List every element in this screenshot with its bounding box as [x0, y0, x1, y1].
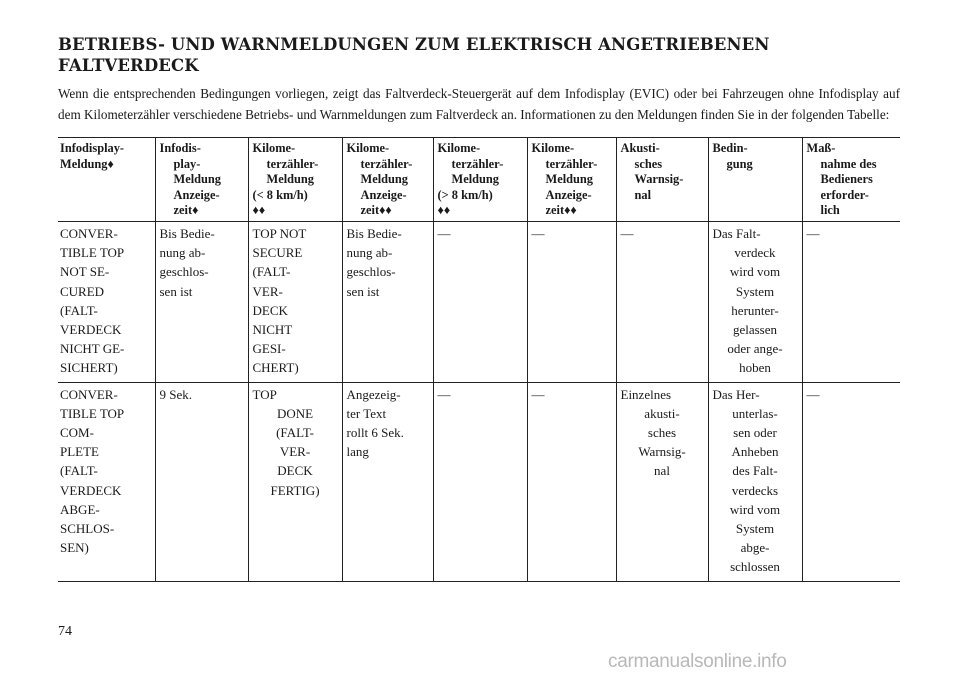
table-header-line: Meldung [173, 172, 222, 187]
table-cell-line: Anheben [731, 444, 779, 460]
table-cell-line: 9 Sek. [159, 386, 192, 402]
table-header-line: Kilome- [437, 141, 481, 155]
table-header-line: Infodisplay- [60, 141, 125, 155]
table-cell-line: nung ab- [346, 245, 393, 261]
table-cell-line: sen oder [733, 425, 777, 440]
table-header-line: gung [726, 156, 753, 171]
table-cell-line: System [735, 521, 775, 537]
table-cell-line: GESI- [252, 341, 286, 357]
table-cell-line: VERDECK [60, 321, 122, 337]
table-cell-line: geschlos- [159, 264, 209, 280]
table-cell-line: NICHT GE- [60, 341, 125, 357]
table-cell [708, 382, 802, 581]
table-cell-line: DECK [252, 302, 288, 318]
table-header-cell [248, 138, 342, 222]
table-cell-line: CHERT) [252, 360, 299, 376]
table-cell [802, 221, 900, 382]
table-cell-line: verdeck [734, 245, 776, 261]
table-header-cell [155, 138, 248, 222]
table-cell-line: COM- [60, 425, 94, 440]
table-cell-line: Warnsig- [638, 444, 686, 460]
table-cell-line: CONVER- [60, 386, 118, 402]
table-cell [342, 221, 433, 382]
table-header-line: terzähler- [451, 156, 504, 171]
table-header-line: terzähler- [360, 156, 413, 171]
table-header-line: Meldung [360, 172, 409, 187]
table-header-cell [616, 138, 708, 222]
table-cell-line: — [437, 386, 451, 402]
table-cell-line: FERTIG) [270, 482, 320, 498]
table-header-line: play- [173, 156, 201, 171]
table-header-line: zeit♦♦ [545, 203, 577, 218]
table-cell-line: ABGE- [60, 501, 100, 517]
table-header-line: Kilome- [531, 141, 575, 155]
page-number: 74 [58, 624, 72, 639]
table-cell-line: lang [346, 444, 369, 460]
section-title-line-2: FALTVERDECK [58, 56, 199, 75]
table-header-line: nal [634, 187, 652, 202]
table-cell [802, 382, 900, 581]
table-header-cell [802, 138, 900, 222]
table-header-line: Meldung [545, 172, 594, 187]
table-cell [433, 221, 527, 382]
table-cell-line: — [620, 225, 634, 241]
table-header-line: Anzeige- [173, 187, 220, 202]
table-cell-line: — [806, 386, 820, 402]
table-header-line: erforder- [820, 187, 869, 202]
message-table [58, 137, 900, 582]
table-header-line: Anzeige- [545, 187, 592, 202]
table-cell [616, 221, 708, 382]
table-header-line: Kilome- [252, 141, 296, 155]
table-cell-line: nal [654, 463, 670, 479]
table-cell-line: Angezeig- [346, 386, 401, 402]
table-header-line: Meldung♦ [60, 156, 114, 171]
table-cell-line: VER- [279, 444, 311, 460]
table-header-line: Maß- [806, 141, 836, 155]
table-header-line: Bedieners [820, 172, 873, 187]
table-header-line: ♦♦ [437, 203, 451, 218]
table-cell-line: sen ist [159, 283, 193, 299]
table-cell-line: — [531, 225, 545, 241]
table-cell-line: CURED [60, 283, 105, 299]
table-cell-line: akusti- [644, 405, 680, 421]
table-cell-line: TOP NOT [252, 225, 307, 241]
table-cell-line: SICHERT) [60, 360, 118, 376]
table-cell-line: — [531, 386, 545, 402]
table-header-line: terzähler- [545, 156, 598, 171]
table-cell [58, 382, 155, 581]
table-header-line: Anzeige- [360, 187, 407, 202]
table-cell-line: oder ange- [727, 341, 783, 357]
table-header-row [58, 138, 900, 222]
table-cell-line: Bis Bedie- [159, 225, 215, 241]
table-cell-line: Bis Bedie- [346, 225, 402, 241]
table-cell-line: NICHT [252, 321, 293, 337]
table-header-cell [708, 138, 802, 222]
table-cell-line: TIBLE TOP [60, 245, 125, 261]
table-header-line: nahme des [820, 156, 877, 171]
table-header-line: lich [820, 203, 840, 218]
table-header-line: (< 8 km/h) [252, 187, 308, 202]
table-header-cell [58, 138, 155, 222]
table-cell-line: (FALT- [60, 463, 98, 479]
table-cell-line: (FALT- [252, 264, 291, 280]
table-cell-line: — [806, 225, 820, 241]
table-cell [248, 382, 342, 581]
table-cell-line: wird vom [729, 501, 781, 517]
table-body [58, 221, 900, 581]
table-cell-line: VER- [252, 283, 283, 299]
table-header-line: Infodis- [159, 141, 201, 155]
table-cell-line: des Falt- [732, 463, 778, 479]
table-header-line: (> 8 km/h) [437, 187, 493, 202]
table-header-line: Bedin- [712, 141, 748, 155]
table-header-line: Meldung [451, 172, 500, 187]
table-cell-line: CONVER- [60, 225, 118, 241]
section-title [58, 34, 900, 76]
table-cell-line: wird vom [729, 264, 781, 280]
table-header-line: sches [634, 156, 663, 171]
table-cell-line: ter Text [346, 405, 387, 421]
table-header-line: zeit♦ [173, 203, 199, 218]
table-header-line: ♦♦ [252, 203, 266, 218]
table-header-line: Akusti- [620, 141, 660, 155]
table-header-line: zeit♦♦ [360, 203, 392, 218]
table-header-cell [527, 138, 616, 222]
table-cell-line: nung ab- [159, 245, 206, 261]
table-header-line: terzähler- [266, 156, 319, 171]
table-cell [342, 382, 433, 581]
intro-paragraph: Wenn die entsprechenden Bedingungen vorliegen, zeigt das Faltverdeck-Steuergerät auf dem Infodisplay (EVIC) oder bei Fahrzeugen ohne Infodisplay auf dem Kilometerzähler verschiedene Betriebs- und Warnmeldungen zum Faltverdeck an. Informationen zu den Meldungen finden Sie in der folgenden Tabelle: [58, 86, 900, 122]
table-header-cell [433, 138, 527, 222]
table-cell-line: System [735, 283, 775, 299]
table-cell [527, 221, 616, 382]
table-cell [433, 382, 527, 581]
table-cell-line: sches [647, 425, 677, 440]
table-cell-line: NOT SE- [60, 264, 110, 280]
table-cell-line: verdecks [731, 482, 779, 498]
section-title-line-1: BETRIEBS- UND WARNMELDUNGEN ZUM ELEKTRISCH ANGETRIEBENEN [58, 35, 770, 54]
table-cell-line: VERDECK [60, 482, 122, 498]
table-cell-line: (FALT- [60, 302, 98, 318]
table-cell-line: Das Falt- [712, 225, 761, 241]
table-cell [58, 221, 155, 382]
table-cell-line: SECURE [252, 245, 303, 261]
table-cell-line: herunter- [731, 302, 779, 318]
table-cell-line: SEN) [60, 540, 89, 556]
table-header-line: Meldung [266, 172, 315, 187]
table-cell-line: (FALT- [276, 425, 314, 440]
table-cell-line: TIBLE TOP [60, 405, 125, 421]
table-cell-line: sen ist [346, 283, 380, 299]
table-cell [527, 382, 616, 581]
table-cell [248, 221, 342, 382]
table-cell-line: gelassen [732, 321, 778, 337]
table-header-line: Warnsig- [634, 172, 684, 187]
watermark-text: carmanualsonline.info [608, 651, 787, 672]
table-cell-line: unterlas- [732, 405, 778, 421]
table-cell-line: PLETE [60, 444, 99, 460]
table-cell-line: DECK [277, 463, 313, 479]
table-cell-line: SCHLOS- [60, 521, 115, 537]
table-header-cell [342, 138, 433, 222]
table-cell-line: TOP [252, 386, 277, 402]
table-cell-line: schlossen [730, 559, 780, 575]
table-cell [708, 221, 802, 382]
table-row [58, 221, 900, 382]
table-cell [155, 382, 248, 581]
table-cell-line: — [437, 225, 451, 241]
table-cell-line: abge- [740, 540, 770, 556]
table-header-line: Kilome- [346, 141, 390, 155]
table-row [58, 382, 900, 581]
table-cell-line: Das Her- [712, 386, 760, 402]
table-cell [155, 221, 248, 382]
table-cell-line: hoben [739, 360, 771, 376]
table-cell-line: geschlos- [346, 264, 396, 280]
table-cell-line: rollt 6 Sek. [346, 425, 404, 440]
table-cell-line: DONE [276, 405, 314, 421]
table-cell-line: Einzelnes [620, 386, 672, 402]
manual-page [58, 34, 900, 582]
table-cell [616, 382, 708, 581]
